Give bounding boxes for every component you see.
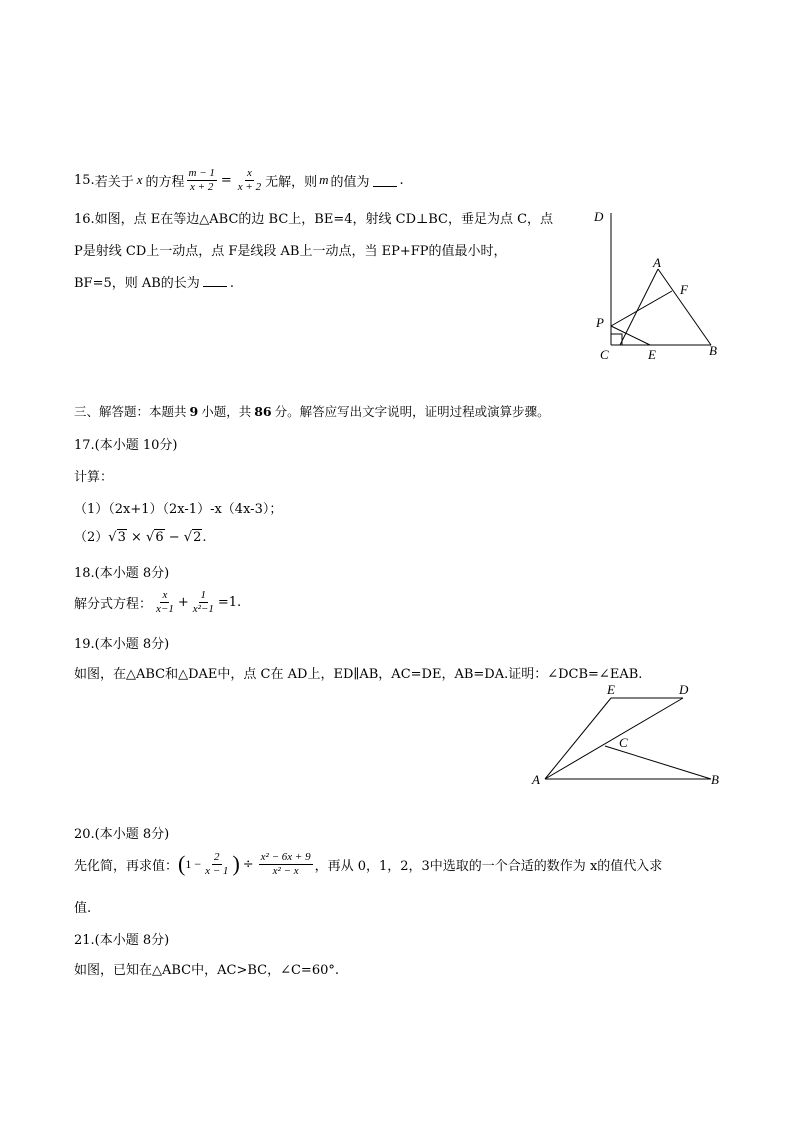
sqrt-6 xyxy=(146,529,165,545)
label-e: E xyxy=(607,682,615,697)
radicand: 2 xyxy=(193,530,202,545)
section-heading-text: 分。解答应写出文字说明，证明过程或演算步骤。 xyxy=(274,404,550,419)
radical-icon: √ xyxy=(183,530,193,545)
q19-figure xyxy=(528,682,728,792)
q18-fraction-1 xyxy=(154,589,176,616)
q15-number: 15. xyxy=(74,172,95,188)
fraction-numerator: 2 xyxy=(214,850,220,863)
radical-icon: √ xyxy=(108,530,117,545)
q16-line-3-text: BF=5，则 AB的长为 xyxy=(74,276,200,291)
label-a: A xyxy=(653,255,661,270)
label-b: B xyxy=(709,343,717,358)
q17-item-1: （1）（2x+1）（2x-1）-x（4x-3）； xyxy=(74,502,283,517)
q15-fraction-left xyxy=(187,167,217,194)
section-heading-text: 三、解答题：本题共 xyxy=(74,404,187,419)
q17-title: 17.(本小题 10分) xyxy=(74,438,178,453)
label-c: C xyxy=(619,735,628,750)
label-d: D xyxy=(594,209,604,224)
fraction-numerator: x xyxy=(162,588,168,601)
expression-term: 1 − xyxy=(185,856,202,871)
left-paren: ( xyxy=(178,851,186,876)
q20-fraction-1 xyxy=(203,851,230,878)
radicand: 3 xyxy=(117,530,126,545)
segment-ab xyxy=(658,269,711,345)
segment-ad xyxy=(545,698,683,779)
q18-fraction-2 xyxy=(191,589,216,616)
segment-pe xyxy=(611,326,650,345)
q17-item-2 xyxy=(74,526,207,545)
q19-text: 如图，在△ABC和△DAE中，点 C在 AD上，ED∥AB，AC=DE，AB=DA.证明：∠DCB=∠EAB. xyxy=(74,667,643,682)
fraction-denominator: x + 2 xyxy=(237,180,262,193)
section-3-heading xyxy=(74,402,550,420)
section-heading-text: 小题，共 xyxy=(201,404,252,419)
q20-expression xyxy=(74,845,662,883)
segment-ae xyxy=(545,698,611,779)
q18-prefix: 解分式方程： xyxy=(74,596,153,612)
question-15 xyxy=(74,163,404,197)
q15-end: . xyxy=(399,172,404,188)
fraction-numerator: 1 xyxy=(200,588,207,601)
q15-var-m: m xyxy=(319,172,329,187)
fraction-numerator: x² − 6x + 9 xyxy=(260,850,311,863)
label-c: C xyxy=(600,347,609,362)
q21-title: 21.(本小题 8分) xyxy=(74,933,170,948)
q21-text: 如图，已知在△ABC中，AC>BC，∠C=60°. xyxy=(74,963,340,978)
question-count: 9 xyxy=(189,404,199,419)
q18-equation xyxy=(74,585,241,619)
sqrt-2 xyxy=(184,529,203,545)
q15-fraction-right xyxy=(236,167,263,194)
q15-text: 的值为 xyxy=(330,174,370,190)
q17-intro: 计算： xyxy=(74,470,114,485)
total-score: 86 xyxy=(254,404,272,419)
q15-text: 无解，则 xyxy=(265,174,318,190)
q16-line-2: P是射线 CD上一动点，点 F是线段 AB上一动点，当 EP+FP的值最小时， xyxy=(74,244,507,259)
q20-line-2: 值. xyxy=(74,901,92,916)
fraction-numerator: x xyxy=(246,166,252,179)
label-f: F xyxy=(680,282,688,297)
minus-sign: − xyxy=(164,530,184,545)
q20-prefix: 先化简，再求值： xyxy=(74,858,179,874)
times-sign: × xyxy=(126,530,147,545)
divide-sign: ÷ xyxy=(242,856,254,872)
q18-title: 18.(本小题 8分) xyxy=(74,566,170,581)
label-a: A xyxy=(532,772,540,787)
sqrt-3 xyxy=(108,529,127,545)
segment-pf xyxy=(611,291,672,326)
item-prefix: （2） xyxy=(74,530,109,545)
q16-figure xyxy=(586,205,726,365)
equals-sign: = xyxy=(220,172,232,188)
label-p: P xyxy=(596,315,604,330)
q15-text: 的方程 xyxy=(145,174,185,190)
q20-fraction-2 xyxy=(259,851,313,878)
label-e: E xyxy=(648,347,656,362)
q16-line-1: 16.如图，点 E在等边△ABC的边 BC上，BE=4，射线 CD⊥BC，垂足为点 C，点 xyxy=(74,212,554,227)
q20-suffix: ，再从 0，1，2，3中选取的一个合适的数作为 x的值代入求 xyxy=(314,858,663,874)
right-paren: ) xyxy=(232,851,240,876)
q20-title: 20.(本小题 8分) xyxy=(74,827,170,842)
q16-line-3 xyxy=(74,272,234,291)
q15-var-x: x xyxy=(136,172,143,187)
label-b: B xyxy=(711,772,719,787)
fraction-denominator: x²−1 xyxy=(192,602,214,615)
fraction-denominator: x² − x xyxy=(272,864,299,877)
radicand: 6 xyxy=(155,530,164,545)
fraction-numerator: m − 1 xyxy=(188,166,215,179)
segment-cb xyxy=(605,746,711,779)
q16-end: . xyxy=(229,276,234,291)
plus-sign: + xyxy=(177,594,189,610)
label-d: D xyxy=(679,682,689,697)
item-end: . xyxy=(202,530,207,545)
fraction-denominator: x + 2 xyxy=(190,180,214,193)
fraction-denominator: x−1 xyxy=(156,602,174,615)
radical-icon: √ xyxy=(146,530,155,545)
q18-suffix: =1. xyxy=(217,594,242,610)
answer-blank xyxy=(203,274,227,287)
fraction-denominator: x − 1 xyxy=(205,864,229,877)
answer-blank xyxy=(373,174,397,187)
q15-text: 若关于 xyxy=(94,174,134,190)
q19-title: 19.(本小题 8分) xyxy=(74,637,170,652)
